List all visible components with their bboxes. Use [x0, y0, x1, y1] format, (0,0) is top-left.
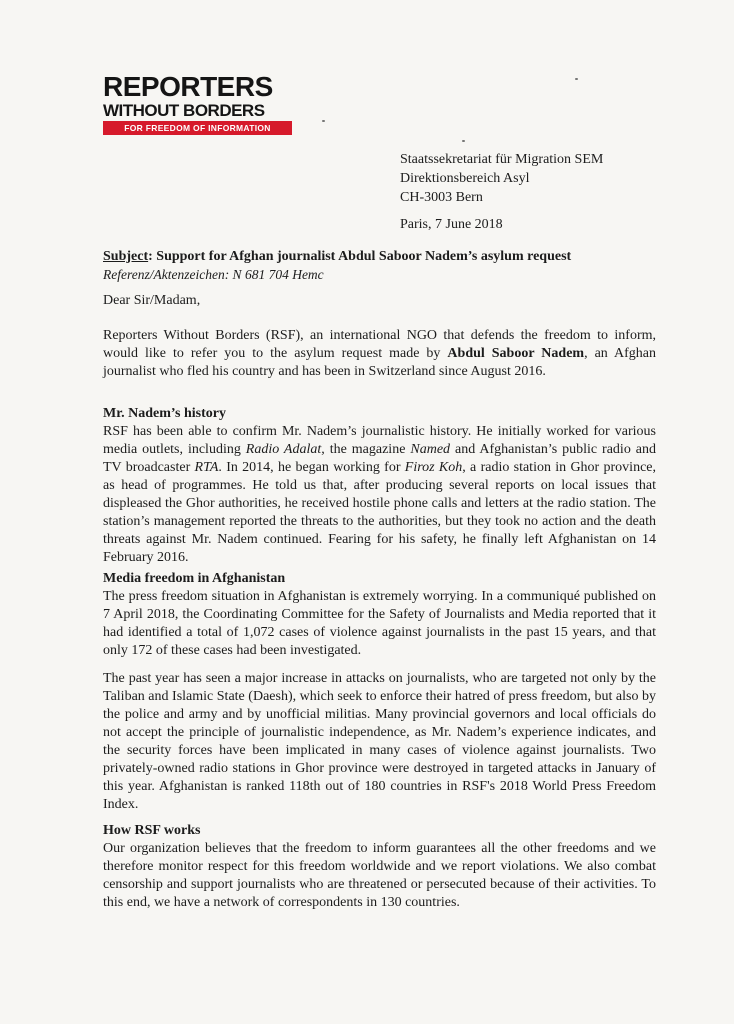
logo-line-reporters: REPORTERS — [103, 71, 273, 102]
letter-date: Paris, 7 June 2018 — [400, 217, 503, 232]
history-text: , the magazine — [321, 442, 411, 457]
history-text: and Afghanistan’s public radio and TV broadcaster — [103, 442, 656, 475]
section-title-how-rsf-works: How RSF works — [103, 823, 201, 838]
history-text: RSF has been able to confirm Mr. Nadem’s journalistic history. He initially worked for various media outlets, including — [103, 424, 656, 457]
section-title-media-freedom: Media freedom in Afghanistan — [103, 571, 286, 586]
paper-speck — [575, 78, 578, 80]
salutation: Dear Sir/Madam, — [103, 293, 201, 308]
recipient-address — [400, 150, 603, 207]
media-freedom-paragraph-2: The past year has seen a major increase in attacks on journalists, who are targeted not only by the Taliban and Islamic State (Daesh), which seek to enforce their hatred of press freedom, but also by the police and army and by unofficial militias. Many provincial governors and local officials do not accept the principle of journalistic independence, as Mr. Nadem’s experience indicates, and the security forces have been implicated in many cases of violence against journalists. Two privately-owned radio stations in Ghor province were destroyed in targeted attacks in January of this year. Afghanistan is ranked 118th out of 180 countries in RSF's 2018 World Press Freedom Index. — [103, 671, 656, 812]
history-outlet: Radio Adalat — [245, 442, 322, 457]
recipient-line: CH-3003 Bern — [400, 190, 483, 205]
media-freedom-section — [103, 570, 656, 660]
subject-label: Subject — [103, 249, 149, 264]
subject-block — [103, 248, 663, 284]
history-outlet: Named — [410, 442, 451, 457]
recipient-line: Direktionsbereich Asyl — [400, 171, 530, 186]
media-freedom-text: The press freedom situation in Afghanistan is extremely worrying. In a communiqué published on 7 April 2018, the Coordinating Committee for the Safety of Journalists and Media reported that it had identified a total of 1,072 cases of violence against journalists in the past 15 years, and that only 172 of these cases had been investigated. — [103, 589, 656, 658]
journalist-name: Abdul Saboor Nadem — [447, 346, 585, 361]
intro-text: , an Afghan journalist who fled his country and has been in Switzerland since August 2016. — [103, 346, 656, 379]
reference-number: Referenz/Aktenzeichen: N 681 704 Hemc — [103, 267, 324, 282]
how-rsf-works-text: Our organization believes that the freedom to inform guarantees all the other freedoms and we therefore monitor respect for this freedom worldwide and we report violations. We also combat censorship and support journalists who are threatened or persecuted because of their activities. To this end, we have a network of correspondents in 130 countries. — [103, 841, 656, 910]
how-rsf-works-section — [103, 822, 656, 912]
intro-paragraph — [103, 327, 656, 381]
history-text: . In 2014, he began working for — [218, 460, 405, 475]
paper-speck — [322, 120, 325, 122]
history-outlet: RTA — [194, 460, 219, 475]
subject-text: : Support for Afghan journalist Abdul Saboor Nadem’s asylum request — [148, 249, 572, 264]
recipient-line: Staatssekretariat für Migration SEM — [400, 152, 604, 167]
history-text: , a radio station in Ghor province, as head of programmes. He told us that, after producing several reports on local issues that displeased the Ghor authorities, he received hostile phone calls and letters at the radio station. The station’s management reported the threats to the authorities, but they took no action and the death threats against Mr. Nadem continued. Fearing for his safety, he finally left Afghanistan on 14 February 2016. — [103, 460, 657, 565]
subject-line — [103, 248, 663, 266]
intro-text: Reporters Without Borders (RSF), an international NGO that defends the freedom to inform, would like to refer you to the asylum request made by — [103, 328, 656, 361]
history-section — [103, 405, 656, 567]
paper-speck — [462, 140, 465, 142]
history-outlet: Firoz Koh — [404, 460, 463, 475]
section-title-history: Mr. Nadem’s history — [103, 406, 227, 421]
logo-tagline: FOR FREEDOM OF INFORMATION — [103, 121, 292, 135]
rsf-logo — [103, 73, 293, 135]
logo-line-without-borders: WITHOUT BORDERS — [103, 101, 265, 120]
